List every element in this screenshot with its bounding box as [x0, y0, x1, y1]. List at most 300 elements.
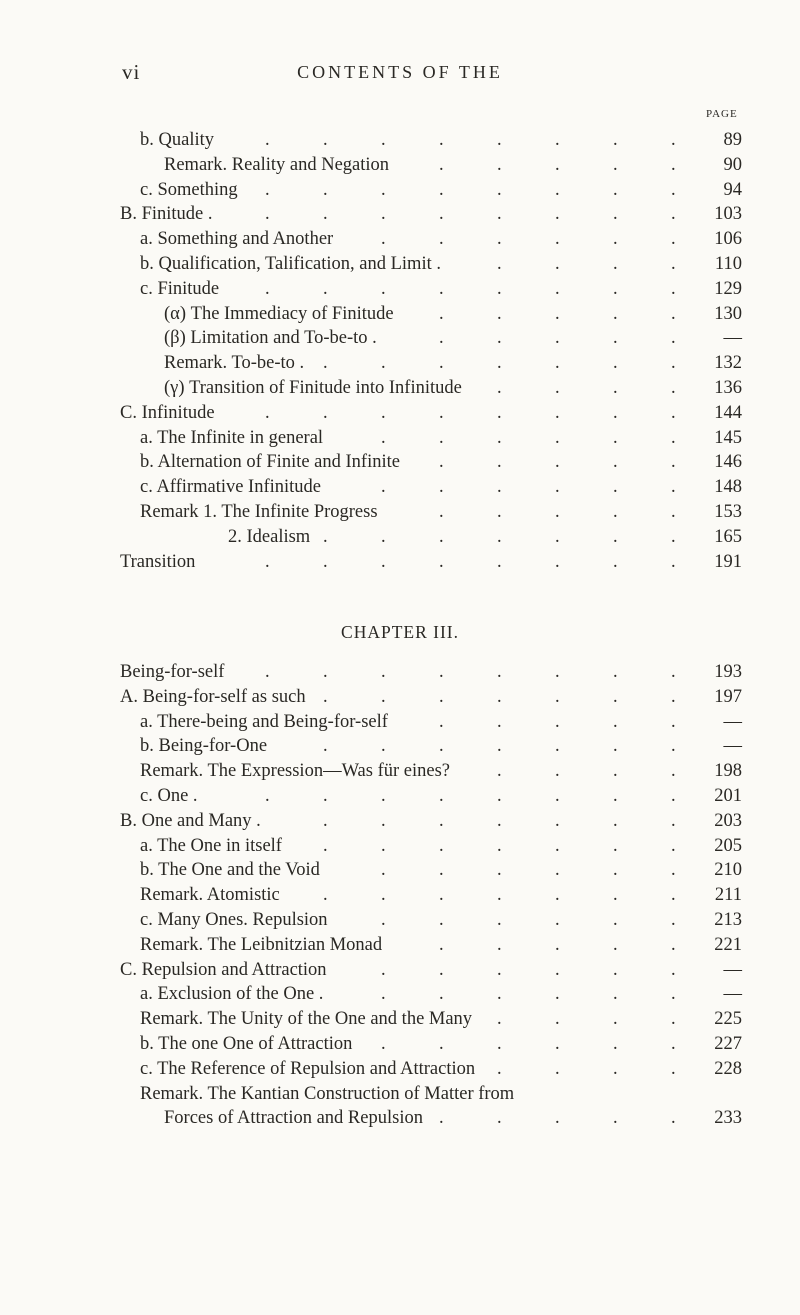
leader-dot: . — [323, 278, 328, 299]
leader-dot: . — [439, 1033, 444, 1054]
leader-dot: . — [555, 551, 560, 572]
leader-dot: . — [671, 278, 676, 299]
leader-dot: . — [497, 909, 502, 930]
leader-dot: . — [323, 810, 328, 831]
leader-dot: . — [613, 402, 618, 423]
toc-entry — [120, 734, 760, 759]
leader-dot: . — [671, 303, 676, 324]
leader-dot: . — [497, 835, 502, 856]
toc-entry-label: a. The One in itself — [140, 835, 282, 856]
leader-dot: . — [555, 761, 560, 782]
leader-dot: . — [613, 662, 618, 682]
toc-entry-label: b. Quality — [140, 130, 214, 150]
leader-dot: . — [323, 785, 328, 806]
toc-entry — [120, 426, 760, 451]
toc-entry-label: Remark 1. The Infinite Progress — [140, 501, 378, 522]
leader-dot: . — [555, 278, 560, 299]
toc-entry — [120, 153, 760, 178]
toc-entry-label: Transition — [120, 551, 196, 572]
leader-dot: . — [671, 130, 676, 150]
page-column-label: PAGE — [706, 108, 738, 120]
leader-dot: . — [381, 686, 386, 707]
leader-dot: . — [497, 761, 502, 782]
leader-dot: . — [671, 179, 676, 200]
toc-entry-page: 193 — [714, 662, 742, 682]
toc-entry-label: c. Something — [140, 179, 238, 200]
toc-entry — [120, 1082, 760, 1107]
leader-dot: . — [671, 934, 676, 955]
toc-entry — [120, 784, 760, 809]
toc-entry-label: Remark. To-be-to . — [164, 353, 305, 374]
leader-dot: . — [555, 328, 560, 349]
leader-dot: . — [613, 1058, 618, 1079]
toc-entry-label: a. The Infinite in general — [140, 427, 324, 448]
toc-entry — [120, 376, 760, 401]
leader-dot: . — [555, 1108, 560, 1129]
chapter-heading: CHAPTER III. — [341, 622, 459, 642]
toc-entry-label: Remark. The Leibnitzian Monad — [140, 934, 383, 955]
leader-dot: . — [323, 885, 328, 906]
leader-dot: . — [323, 551, 328, 572]
leader-dot: . — [671, 810, 676, 831]
leader-dot: . — [497, 427, 502, 448]
toc-entry — [120, 500, 760, 525]
leader-dot: . — [439, 810, 444, 831]
leader-dot: . — [381, 477, 386, 498]
leader-dot: . — [381, 785, 386, 806]
toc-section-chapter-3 — [120, 660, 760, 1131]
toc-entry — [120, 302, 760, 327]
leader-dot: . — [613, 179, 618, 200]
leader-dot: . — [439, 785, 444, 806]
leader-dot: . — [265, 179, 270, 200]
leader-dot: . — [613, 934, 618, 955]
leader-dot: . — [381, 835, 386, 856]
leader-dot: . — [497, 402, 502, 423]
leader-dot: . — [555, 810, 560, 831]
leader-dot: . — [381, 909, 386, 930]
toc-entry — [120, 128, 760, 153]
leader-dot: . — [381, 959, 386, 980]
toc-entry-page: 110 — [714, 253, 742, 274]
leader-dot: . — [555, 204, 560, 225]
toc-entry — [120, 178, 760, 203]
leader-dot: . — [265, 130, 270, 150]
running-head: CONTENTS OF THE — [297, 62, 503, 82]
leader-dot: . — [381, 204, 386, 225]
leader-dot: . — [323, 736, 328, 757]
leader-dot: . — [323, 526, 328, 547]
leader-dot: . — [265, 662, 270, 682]
leader-dot: . — [555, 501, 560, 522]
leader-dot: . — [613, 1009, 618, 1030]
leader-dot: . — [555, 835, 560, 856]
leader-dot: . — [497, 736, 502, 757]
toc-entry-page: — — [723, 736, 742, 757]
leader-dot: . — [439, 885, 444, 906]
leader-dot: . — [555, 785, 560, 806]
toc-entry-page: 228 — [714, 1058, 742, 1079]
leader-dot: . — [323, 662, 328, 682]
leader-dot: . — [381, 984, 386, 1005]
leader-dot: . — [671, 1108, 676, 1129]
leader-dot: . — [439, 551, 444, 572]
leader-dot: . — [555, 402, 560, 423]
leader-dot: . — [381, 402, 386, 423]
page-number: vi — [122, 60, 141, 84]
leader-dot: . — [613, 154, 618, 175]
leader-dot: . — [613, 686, 618, 707]
leader-dot: . — [555, 130, 560, 150]
toc-entry-label: (β) Limitation and To-be-to . — [164, 328, 377, 349]
leader-dot: . — [671, 253, 676, 274]
leader-dot: . — [497, 501, 502, 522]
toc-entry — [120, 1007, 760, 1032]
leader-dot: . — [671, 1033, 676, 1054]
leader-dot: . — [439, 686, 444, 707]
toc-entry — [120, 685, 760, 710]
leader-dot: . — [497, 785, 502, 806]
leader-dot: . — [439, 835, 444, 856]
leader-dot: . — [497, 959, 502, 980]
toc-entry-label: a. There-being and Being-for-self — [140, 711, 388, 732]
toc-entry-page: 146 — [714, 452, 742, 473]
leader-dot: . — [671, 835, 676, 856]
leader-dot: . — [439, 179, 444, 200]
leader-dot: . — [497, 452, 502, 473]
toc-entry-label: B. One and Many . — [120, 810, 261, 831]
toc-entry-page: 210 — [714, 860, 742, 881]
leader-dot: . — [555, 477, 560, 498]
leader-dot: . — [497, 179, 502, 200]
toc-entry-label: c. The Reference of Repulsion and Attraction — [140, 1058, 476, 1079]
leader-dot: . — [613, 526, 618, 547]
toc-entry-label: Remark. Atomistic — [140, 885, 280, 906]
leader-dot: . — [555, 1009, 560, 1030]
toc-entry-label: c. Many Ones. Repulsion — [140, 909, 328, 930]
leader-dot: . — [613, 736, 618, 757]
leader-dot: . — [439, 154, 444, 175]
leader-dot: . — [613, 984, 618, 1005]
toc-entry-label: a. Exclusion of the One . — [140, 984, 324, 1005]
leader-dot: . — [497, 253, 502, 274]
toc-entry-label: b. The One and the Void — [140, 860, 320, 881]
leader-dot: . — [439, 984, 444, 1005]
leader-dot: . — [439, 130, 444, 150]
leader-dot: . — [497, 934, 502, 955]
leader-dot: . — [439, 909, 444, 930]
leader-dot: . — [439, 662, 444, 682]
leader-dot: . — [613, 761, 618, 782]
leader-dot: . — [497, 686, 502, 707]
leader-dot: . — [671, 736, 676, 757]
toc-entry — [120, 809, 760, 834]
toc-entry-page: 227 — [714, 1033, 742, 1054]
leader-dot: . — [671, 785, 676, 806]
leader-dot: . — [671, 204, 676, 225]
leader-dot: . — [555, 959, 560, 980]
toc-entry — [120, 982, 760, 1007]
leader-dot: . — [671, 551, 676, 572]
toc-entry-label: 2. Idealism — [228, 526, 311, 547]
toc-entry-page: 153 — [714, 501, 742, 522]
leader-dot: . — [555, 934, 560, 955]
leader-dot: . — [671, 1009, 676, 1030]
leader-dot: . — [671, 229, 676, 250]
toc-entry-label: c. One . — [140, 785, 198, 806]
toc-entry-page: 94 — [723, 179, 742, 200]
leader-dot: . — [555, 253, 560, 274]
toc-entry-page: 201 — [714, 785, 742, 806]
toc-entry-page: 148 — [714, 477, 742, 498]
leader-dot: . — [497, 1009, 502, 1030]
toc-entry — [120, 908, 760, 933]
leader-dot: . — [497, 130, 502, 150]
leader-dot: . — [439, 860, 444, 881]
leader-dot: . — [555, 686, 560, 707]
toc-entry-page: 132 — [714, 353, 742, 374]
leader-dot: . — [497, 860, 502, 881]
leader-dot: . — [613, 303, 618, 324]
toc-entry — [120, 1032, 760, 1057]
leader-dot: . — [497, 662, 502, 682]
leader-dot: . — [613, 253, 618, 274]
leader-dot: . — [613, 885, 618, 906]
leader-dot: . — [555, 452, 560, 473]
leader-dot: . — [497, 984, 502, 1005]
toc-entry-page: 191 — [714, 551, 742, 572]
toc-entry-label: Remark. The Unity of the One and the Many — [140, 1009, 473, 1030]
leader-dot: . — [497, 1108, 502, 1129]
leader-dot: . — [555, 711, 560, 732]
toc-entry — [120, 326, 760, 351]
toc-entry-page: 211 — [714, 885, 742, 906]
leader-dot: . — [671, 761, 676, 782]
toc-entry — [120, 227, 760, 252]
leader-dot: . — [497, 810, 502, 831]
leader-dot: . — [265, 278, 270, 299]
leader-dot: . — [323, 179, 328, 200]
toc-entry-label: C. Infinitude — [120, 402, 215, 423]
toc-entry-page: 129 — [714, 278, 742, 299]
toc-entry-label: A. Being-for-self as such — [120, 686, 306, 707]
leader-dot: . — [671, 477, 676, 498]
leader-dot: . — [613, 427, 618, 448]
toc-entry-page: 103 — [714, 204, 742, 225]
leader-dot: . — [497, 278, 502, 299]
leader-dot: . — [497, 229, 502, 250]
leader-dot: . — [555, 984, 560, 1005]
leader-dot: . — [613, 1033, 618, 1054]
leader-dot: . — [497, 328, 502, 349]
leader-dot: . — [613, 229, 618, 250]
toc-entry-page: 225 — [714, 1009, 742, 1030]
leader-dot: . — [613, 328, 618, 349]
toc-entry-label: Remark. The Expression—Was für eines? — [140, 761, 451, 782]
toc-entry-page: — — [723, 984, 742, 1005]
toc-entry — [120, 834, 760, 859]
toc-entry — [120, 710, 760, 735]
toc-entry-label: B. Finitude . — [120, 204, 213, 225]
leader-dot: . — [323, 204, 328, 225]
leader-dot: . — [439, 934, 444, 955]
leader-dot: . — [671, 452, 676, 473]
leader-dot: . — [497, 1058, 502, 1079]
leader-dot: . — [439, 229, 444, 250]
leader-dot: . — [555, 860, 560, 881]
leader-dot: . — [497, 204, 502, 225]
toc-entry — [120, 550, 760, 575]
toc-entry-label: (α) The Immediacy of Finitude — [164, 303, 394, 324]
toc-entry — [120, 858, 760, 883]
leader-dot: . — [555, 303, 560, 324]
leader-dot: . — [439, 736, 444, 757]
leader-dot: . — [497, 526, 502, 547]
toc-entry-label: Being-for-self — [120, 662, 225, 682]
leader-dot: . — [439, 526, 444, 547]
toc-entry-page: 106 — [714, 229, 742, 250]
toc-entry-label: b. Qualification, Talification, and Limit . — [140, 253, 441, 274]
leader-dot: . — [671, 328, 676, 349]
toc-entry — [120, 933, 760, 958]
leader-dot: . — [613, 551, 618, 572]
toc-entry-page: 198 — [714, 761, 742, 782]
leader-dot: . — [439, 477, 444, 498]
leader-dot: . — [613, 959, 618, 980]
leader-dot: . — [497, 353, 502, 374]
toc-entry-page: 89 — [723, 130, 742, 150]
leader-dot: . — [439, 959, 444, 980]
leader-dot: . — [497, 303, 502, 324]
leader-dot: . — [497, 377, 502, 398]
leader-dot: . — [671, 526, 676, 547]
leader-dot: . — [265, 204, 270, 225]
page-header — [0, 60, 800, 90]
leader-dot: . — [439, 204, 444, 225]
leader-dot: . — [671, 353, 676, 374]
toc-entry — [120, 883, 760, 908]
leader-dot: . — [613, 477, 618, 498]
leader-dot: . — [613, 452, 618, 473]
leader-dot: . — [381, 229, 386, 250]
leader-dot: . — [671, 686, 676, 707]
toc-entry — [120, 401, 760, 426]
leader-dot: . — [555, 1058, 560, 1079]
toc-entry-label: b. Being-for-One — [140, 736, 268, 757]
leader-dot: . — [671, 501, 676, 522]
leader-dot: . — [555, 229, 560, 250]
leader-dot: . — [439, 1108, 444, 1129]
leader-dot: . — [265, 402, 270, 423]
toc-entry-page: 203 — [714, 810, 742, 831]
leader-dot: . — [613, 909, 618, 930]
leader-dot: . — [555, 427, 560, 448]
leader-dot: . — [497, 477, 502, 498]
leader-dot: . — [613, 711, 618, 732]
leader-dot: . — [497, 885, 502, 906]
leader-dot: . — [671, 402, 676, 423]
leader-dot: . — [381, 885, 386, 906]
leader-dot: . — [381, 662, 386, 682]
toc-entry-label: (γ) Transition of Finitude into Infinitude — [164, 377, 462, 398]
leader-dot: . — [265, 785, 270, 806]
toc-entry — [120, 277, 760, 302]
leader-dot: . — [613, 501, 618, 522]
toc-entry-page: 136 — [714, 377, 742, 398]
leader-dot: . — [323, 130, 328, 150]
toc-entry-label: c. Finitude — [140, 278, 220, 299]
toc-entry — [120, 1106, 760, 1131]
leader-dot: . — [613, 1108, 618, 1129]
leader-dot: . — [671, 860, 676, 881]
toc-entry-page: — — [723, 328, 742, 349]
leader-dot: . — [555, 736, 560, 757]
toc-entry-page: 205 — [714, 835, 742, 856]
leader-dot: . — [323, 353, 328, 374]
leader-dot: . — [613, 860, 618, 881]
leader-dot: . — [555, 885, 560, 906]
toc-entry — [120, 759, 760, 784]
leader-dot: . — [497, 551, 502, 572]
leader-dot: . — [381, 551, 386, 572]
leader-dot: . — [381, 736, 386, 757]
leader-dot: . — [555, 1033, 560, 1054]
leader-dot: . — [671, 909, 676, 930]
leader-dot: . — [613, 810, 618, 831]
toc-entry — [120, 252, 760, 277]
toc-entry-label: c. Affirmative Infinitude — [140, 477, 322, 498]
leader-dot: . — [613, 278, 618, 299]
leader-dot: . — [555, 179, 560, 200]
toc-entry — [120, 351, 760, 376]
leader-dot: . — [555, 662, 560, 682]
leader-dot: . — [439, 711, 444, 732]
leader-dot: . — [613, 377, 618, 398]
leader-dot: . — [497, 154, 502, 175]
toc-entry-page: 165 — [714, 526, 742, 547]
leader-dot: . — [671, 427, 676, 448]
leader-dot: . — [381, 427, 386, 448]
leader-dot: . — [381, 278, 386, 299]
toc-entry-label: C. Repulsion and Attraction — [120, 959, 327, 980]
leader-dot: . — [439, 278, 444, 299]
leader-dot: . — [613, 353, 618, 374]
toc-entry-page: 197 — [714, 686, 742, 707]
leader-dot: . — [497, 1033, 502, 1054]
leader-dot: . — [671, 1058, 676, 1079]
leader-dot: . — [555, 377, 560, 398]
leader-dot: . — [265, 551, 270, 572]
toc-entry-page: 221 — [714, 934, 742, 955]
toc-section-chapter-2 — [120, 128, 760, 574]
leader-dot: . — [439, 427, 444, 448]
toc-entry-label: Remark. The Kantian Construction of Matter from — [140, 1083, 515, 1104]
leader-dot: . — [671, 377, 676, 398]
toc-entry-label: a. Something and Another — [140, 229, 334, 250]
leader-dot: . — [439, 501, 444, 522]
toc-entry-label: b. The one One of Attraction — [140, 1033, 353, 1054]
toc-entry — [120, 958, 760, 983]
leader-dot: . — [381, 860, 386, 881]
leader-dot: . — [439, 402, 444, 423]
leader-dot: . — [439, 328, 444, 349]
leader-dot: . — [381, 179, 386, 200]
leader-dot: . — [439, 353, 444, 374]
toc-entry-page: 145 — [714, 427, 742, 448]
leader-dot: . — [613, 130, 618, 150]
leader-dot: . — [381, 353, 386, 374]
toc-entry-page: 130 — [714, 303, 742, 324]
